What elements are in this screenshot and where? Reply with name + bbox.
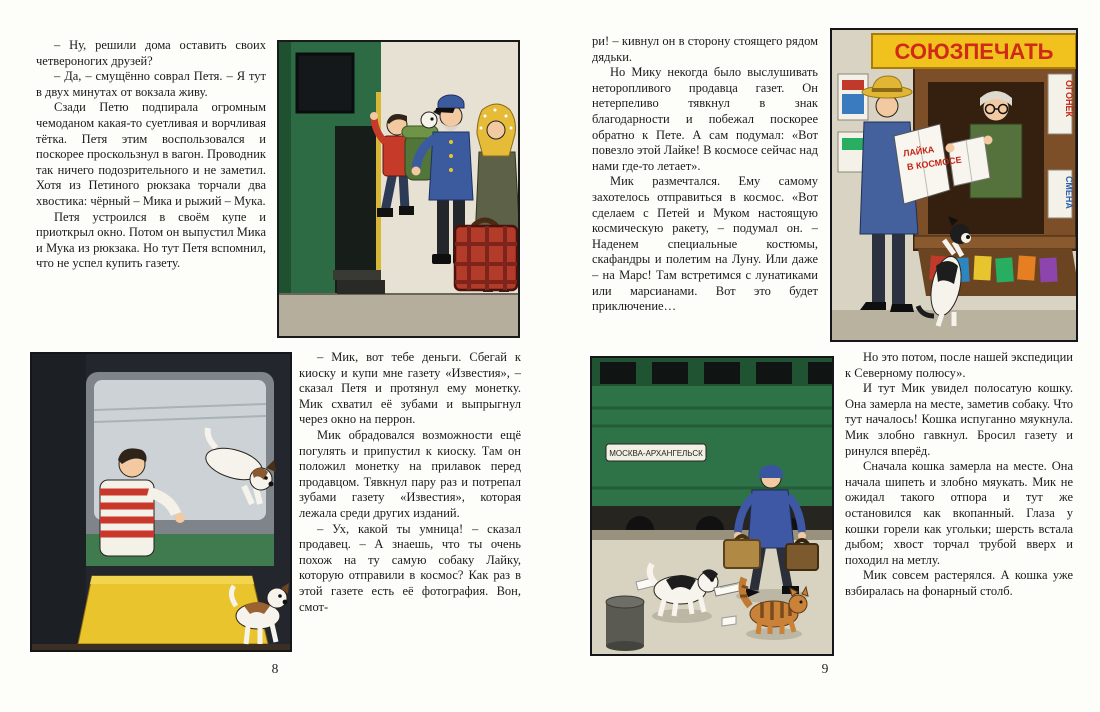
page9-text-column-2 (845, 350, 1073, 658)
kiosk-sign (872, 34, 1076, 68)
poster-ogonyok-label: ОГОНЁК (1064, 80, 1074, 117)
illustration-newsstand (830, 28, 1078, 342)
illustration-platform-dog-cat (590, 356, 834, 656)
train-car-side (279, 42, 381, 294)
page8-text-column-1 (36, 38, 266, 352)
compartment-art (30, 352, 292, 652)
paragraph: – Ну, решили дома оставить своих четвероногих друзей? (36, 38, 266, 68)
car-steps (333, 270, 385, 294)
illustration-train-boarding (277, 40, 520, 338)
paragraph: Мик совсем растерялся. А кошка уже взбиралась на фонарный столб. (845, 568, 1073, 598)
train-side (590, 356, 834, 506)
paragraph: Сзади Петю подпирала огромным чемоданом какая-то суетливая и ворчливая тётка. Петя этим воспользовался и поскорее проскользнул в вагон. Проводник так ничего подозрительного и не заметил. Хотя из Петиного рюкзака торчали два хвостика: чёрный – Мика и рыжий – Мука. (36, 100, 266, 208)
trash-bin (606, 596, 644, 651)
platform-ground (277, 294, 520, 338)
headline-line-2: В КОСМОСЕ (906, 154, 963, 173)
paragraph: – Да, – смущённо соврал Петя. – Я тут в двух минутах от вокзала живу. (36, 69, 266, 99)
illustration-compartment-window (30, 352, 292, 652)
page8-text-column-2 (299, 350, 521, 662)
platform-art (590, 356, 834, 656)
paragraph: Петя устроился в своём купе и приоткрыл окно. Потом он выпустил Мика и Мука из рюкзака. Но тут Петя вспомнил, что не успел купить газету. (36, 209, 266, 271)
kiosk-sign-text: СОЮЗПЕЧАТЬ (894, 39, 1054, 64)
paragraph: Но Мику некогда было выслушивать неторопливого продавца газет. Он нетерпеливо тявкнул в знак благодарности и побежал поскорее обратно к Пете. А сам подумал: «Вот повезло этой Лайке! В космосе сейчас над нами где-то летает». (592, 65, 818, 173)
page-number-right: 9 (821, 661, 829, 676)
page-right (550, 0, 1100, 712)
page-number-left: 8 (271, 661, 279, 676)
newsstand-art (830, 28, 1078, 342)
suitcase-left (724, 536, 760, 568)
paragraph: И тут Мик увидел полосатую кошку. Она замерла на месте, заметив собаку. Что тут началось! Кошка испуганно мяукнула. Мик злобно гавкнул. Бросил газету и ринулся вперёд. (845, 381, 1073, 458)
paragraph: Но это потом, после нашей экспедиции к Северному полюсу». (845, 350, 1073, 380)
paragraph: Мик размечтался. Ему самому захотелось отправиться в космос. «Вот сделаем с Петей и Муком настоящую космическую ракету, – подумал он. – Наденем специальные костюмы, скафандры и полетим на Луну. Или даже – на Марс! Там встретимся с лунатиками или марсианами. Вот это будет приключение… (592, 174, 818, 314)
train-boarding-art (277, 40, 520, 338)
page9-text-column-1 (592, 34, 818, 356)
suitcase-right (786, 540, 818, 570)
paragraph: Мик обрадовался возможности ещё погулять и припустил к киоску. Там он положил монетку на прилавок перед продавцом. Тявкнул пару раз и потрепал зубами газету «Известия», которая лежала среди других изданий. (299, 427, 521, 520)
paragraph: ри! – кивнул он в сторону стоящего рядом дядьки. (592, 34, 818, 64)
poster-smena-label: СМЕНА (1064, 176, 1074, 209)
destination-sign (606, 444, 706, 461)
paragraph: Сначала кошка замерла на месте. Она начала шипеть и злобно мяукать. Мик не ожидал такого отпора и тут же остановился как вкопанный. Глаза у кошки горели как угольки; шерсть встала дыбом; хвост торчал трубой вверх и походил на метлу. (845, 459, 1073, 567)
destination-sign-text: МОСКВА-АРХАНГЕЛЬСК (609, 449, 703, 458)
paragraph: – Мик, вот тебе деньги. Сбегай к киоску и купи мне газету «Известия», – сказал Петя и протянул ему монетку. Мик схватил её зубами и выпрыгнул через окно на перрон. (299, 350, 521, 427)
headline-line-1: ЛАЙКА (902, 144, 935, 159)
paragraph: – Ух, какой ты умница! – сказал продавец. – А знаешь, что ты очень похож на ту самую собаку Лайку, которую отправили в космос? Как раз в этой газете есть её фотография. Вон, смот- (299, 521, 521, 614)
plaid-suitcase (455, 220, 517, 290)
